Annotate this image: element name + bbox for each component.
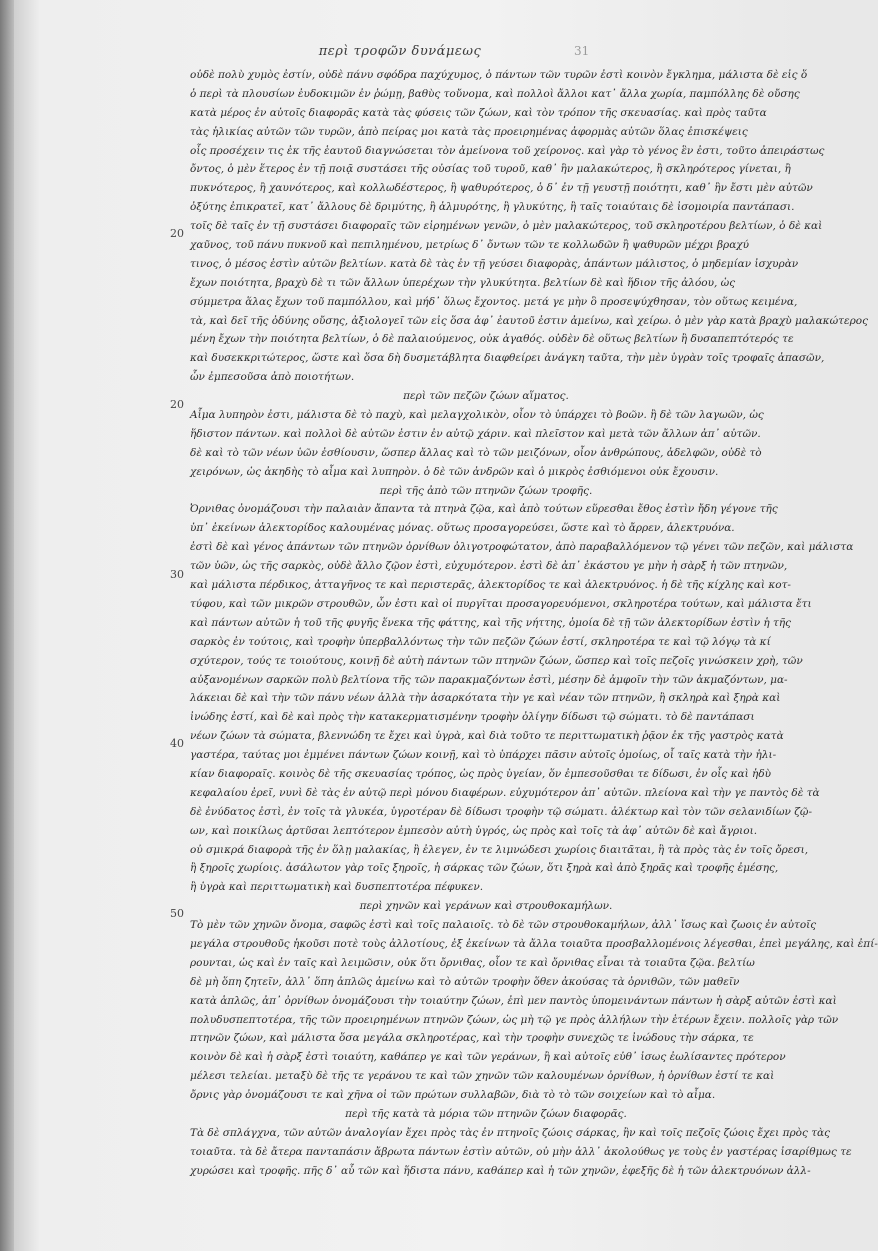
text-line: καὶ μάλιστα πέρδικος, ἀτταγῆνος τε καὶ περιστερᾶς, ἀλεκτορίδος τε καὶ ἀλεκτρυόνος. ἡ δὲ τῆς κίχλης καὶ κοτ- (190, 579, 791, 592)
text-line: τὰ, καὶ δεῖ τῆς ὀδύνης οὔσης, ἀξιολογεῖ τῶν εἰς ὅσα ἀφ᾽ ἑαυτοῦ ἐστιν ἀμείνω, καὶ χείρω. ὁ μὲν γὰρ κατὰ βραχὺ μαλακώτερος (190, 314, 868, 327)
text-line: ἥδιστον πάντων. καὶ πολλοὶ δὲ αὐτῶν ἐστιν ἐν αὐτῷ χάριν. καὶ πλεῖστον καὶ μετὰ τῶν ἄλλων ἀπ᾽ αὐτῶν. (190, 427, 761, 440)
text-line: δὲ καὶ τὸ τῶν νέων ὑῶν ἐσθίουσιν, ὥσπερ ἄλλας καὶ τὸ τῶν μειζόνων, οἶον ἀνθρώπους, ἀδελφῶν, οὐδὲ τὸ (190, 446, 762, 459)
text-line: Τὰ δὲ σπλάγχνα, τῶν αὐτῶν ἀναλογίαν ἔχει πρὸς τὰς ἐν πτηνοῖς ζώοις σάρκας, ἢν καὶ τοῖς πεζοῖς ζώοις ἔχει πρὸς τὰς (190, 1126, 830, 1139)
text-line: σαρκὸς ἐν τούτοις, καὶ τροφὴν ὑπερβαλλόντως τὴν τῶν πεζῶν ζώων ἐστί, σκληροτέρα τε καὶ τῷ λόγῳ τὰ κί (190, 635, 771, 648)
text-line: οὐ σμικρά διαφορὰ τῆς ἐν ὅλῃ μαλακίας, ἢ ἐλεγεν, ἐν τε λιμνώδεσι χωρίοις διαιτᾶται, ἣ τὰ πρὸς τὰς ἐν τοῖς ὄρεσι, (190, 843, 809, 856)
text-line: ὄρνις γὰρ ὀνομάζουσι τε καὶ χῆνα οἱ τῶν πρώτων συλλαβῶν, διὰ τὸ τὸ τῶν σοιχείων καὶ τὸ αἷμα. (190, 1089, 716, 1102)
section-heading: περὶ τῶν πεζῶν ζώων αἵματος. (403, 390, 569, 403)
margin-line-number: 50 (170, 907, 184, 920)
margin-line-number: 20 (170, 227, 184, 240)
text-line: τῶν ὑῶν, ὡς τῆς σαρκὸς, οὐδὲ ἄλλο ζῷον ἐστὶ, εὐχυμότερον. ἐστὶ δὲ ἀπ᾽ ἑκάστου γε μὴν ἡ σὰρξ ἡ τῶν πτηνῶν, (190, 560, 788, 573)
text-line: χυρώσει καὶ τροφῆς. πῆς δ᾽ αὖ τῶν καὶ ἥδιστα πάνυ, καθάπερ καὶ ἡ τῶν χηνῶν, ἐφεξῆς δὲ ἡ τῶν ἀλεκτρυόνων ἀλλ- (190, 1164, 811, 1177)
running-head: περὶ τροφῶν δυνάμεως (318, 44, 482, 59)
text-line: αὐξανομένων σαρκῶν πολὺ βελτίονα τῆς τῶν παρακμαζόντων ἐστὶ, μέσην δὲ ἀμφοῖν τὴν τῶν ἀκμαζόντων, μα- (190, 673, 788, 686)
text-line: κοινὸν δὲ καὶ ἡ σὰρξ ἐστὶ τοιαύτη, καθάπερ γε καὶ τῶν γεράνων, ἢ καὶ αὐτοῖς εὐθ᾽ ἰσως ἐωλίσαντες πρότερον (190, 1051, 786, 1064)
text-line: τινος, ὁ μέσος ἐστὶν αὐτῶν βελτίων. κατὰ δὲ τὰς ἐν τῇ γεύσει διαφορὰς, ἁπάντων μάλιστος, ὁ μηδεμίαν ἰσχυρὰν (190, 257, 799, 270)
text-line: τοιαῦτα. τὰ δὲ ἄτερα πανταπάσιν ἄβρωτα πάντων ἐστὶν αὐτῶν, οὐ μὴν ἀλλ᾽ ἀκολούθως γε τοὺς ἐν γαστέρας ἰσαρίθμως τε (190, 1145, 852, 1158)
text-line: ρουνται, ὡς καὶ ἐν ταῖς καὶ λειμῶσιν, οὐκ ὅτι ὄρνιθας, οἷον τε καὶ ὄρνιθας εἶναι τὰ τοιαῦτα ζῷα. βελτίω (190, 956, 755, 969)
section-heading: περὶ τῆς κατὰ τὰ μόρια τῶν πτηνῶν ζώων διαφορᾶς. (345, 1107, 627, 1120)
text-line: δὲ ἐνύδατος ἐστὶ, ἐν τοῖς τὰ γλυκέα, ὑγροτέραν δὲ δίδωσι τροφὴν τῷ σώματι. ἀλέκτωρ καὶ τὸν τῶν σελανιδίων ζῷ- (190, 805, 813, 818)
main-text (190, 66, 878, 1181)
text-line: καὶ πάντων αὐτῶν ἡ τοῦ τῆς φυγῆς ἕνεκα τῆς φάττης, καὶ τῆς νήττης, ὁμοία δὲ τῇ τῶν ἀλεκτορίδων ἐστὶν ἡ τῆς (190, 616, 792, 629)
margin-line-number: 20 (170, 398, 184, 411)
paragraph-geese (190, 916, 878, 1105)
text-line: δὲ μὴ ὅπη ζητεῖν, ἀλλ᾽ ὅπη ἀπλῶς ἀμείνω καὶ τὸ αὐτῶν τροφὴν ὅθεν ἀκούσας τὰ ὀρνιθῶν, τῶν μαθεῖν (190, 975, 740, 988)
text-line: πολυδυσπεπτοτέρα, τῆς τῶν προειρημένων πτηνῶν ζώων, ὡς μὴ τῷ γε πρὸς ἀλλήλων τὴν ἑτέρων ἔχειν. πολλοῖς γὰρ τῶν (190, 1013, 839, 1026)
text-line: ὧν ἐμπεσοῦσα ἀπὸ ποιοτήτων. (190, 371, 355, 384)
text-line: ὀξύτης ἐπικρατεῖ, κατ᾽ ἄλλους δὲ δριμύτης, ἢ ἁλμυρότης, ἢ γλυκύτης, ἢ ταῖς τοιαύταις δὲ ἰσομοιρία παντάπασι. (190, 201, 795, 214)
gutter-shadow (0, 0, 14, 1251)
text-line: νέων ζώων τὰ σώματα, βλεννώδη τε ἔχει καὶ ὑγρὰ, καὶ διὰ τοῦτο τε περιττωματικὴ ῥᾷον ἐκ τῆς γαστρὸς κατὰ (190, 730, 784, 743)
text-line: γαστέρα, ταύτας μοι ἐμμένει πάντων ζώων κοινῇ, καὶ τὸ ὑπάρχει πᾶσιν αὐτοῖς ὁμοίως, οἷ ταῖς κατὰ τὴν ἡλι- (190, 749, 777, 762)
text-line: τύφου, καὶ τῶν μικρῶν στρουθῶν, ὧν ἐστι καὶ οἱ πυργῖται προσαγορευόμενοι, σκληροτέρα τούτων, καὶ μάλιστα ἔτι (190, 597, 812, 610)
text-line: ὁ περὶ τὰ πλουσίων ἐυδοκιμῶν ἐν ῥώμῃ, βαθὺς τοὔνομα, καὶ πολλοὶ ἄλλοι κατ᾽ ἄλλα χωρία, παμπόλλης δὲ οὔσης (190, 87, 800, 100)
text-line: μένη ἔχων τὴν ποιότητα βελτίων, ὁ δὲ παλαιούμενος, οὐκ ἀγαθός. οὐδὲν δὲ οὕτως βελτίων ἢ δυσαπεπτότερός τε (190, 333, 794, 346)
text-line: σχύτερον, τούς τε τοιούτους, κοινῇ δὲ αὐτὴ πάντων τῶν πτηνῶν ζώων, ὥσπερ καὶ τοῖς πεζοῖς γινώσκειν χρὴ, τῶν (190, 654, 803, 667)
text-line: Ὀρνιθας ὀνομάζουσι τὴν παλαιὰν ἄπαντα τὰ πτηνὰ ζῷα, καὶ ἀπὸ τούτων εὕρεσθαι ἔθος ἐστὶν ἤδη γέγονε τῆς (190, 503, 778, 516)
text-line: κεφαλαίου ἐρεῖ, νυνὶ δὲ τὰς ἐν αὐτῷ περὶ μόνου διαφέρων. εὐχυμότερον ἀπ᾽ αὐτῶν. πλείονα καὶ τὴν γε παντὸς δὲ τὰ (190, 786, 820, 799)
folio-number: 31 (574, 44, 590, 58)
section-heading: περὶ χηνῶν καὶ γεράνων καὶ στρουθοκαμήλων. (359, 900, 613, 913)
text-line: πτηνῶν ζώων, καὶ μάλιστα ὅσα μεγάλα σκληροτέρας, καὶ τὴν τροφὴν συνεχῶς τε ἰνώδους τὴν σάρκα, τε (190, 1032, 754, 1045)
text-line: χειρόνων, ὡς ἀκηδὴς τὸ αἷμα καὶ λυπηρὸν. ὁ δὲ τῶν ἀνδρῶν καὶ ὁ μικρὸς ἐσθιόμενοι οὐκ ἔχουσιν. (190, 465, 719, 478)
paragraph-birds (190, 500, 854, 897)
text-line: ἔχων ποιότητα, βραχὺ δὲ τι τῶν ἄλλων ὑπερέχων τὴν γλυκύτητα. βελτίων δὲ καὶ ἥδιον τῆς ἀλόου, ὡς (190, 276, 736, 289)
text-line: πυκνότερος, ἢ χαυνότερος, καὶ κολλωδέστερος, ἢ ψαθυρότερος, ὁ δ᾽ ἐν τῇ γευστῇ ποιότητι, καθ᾽ ἣν ἔστι μὲν αὐτῶν (190, 182, 813, 195)
text-line: κατὰ μέρος ἐν αὐτοῖς διαφορᾶς κατὰ τὰς φύσεις τῶν ζώων, καὶ τὸν τρόπον τῆς σκευασίας. καὶ πρὸς ταῦτα (190, 106, 767, 119)
text-line: Τὸ μὲν τῶν χηνῶν ὄνομα, σαφῶς ἐστὶ καὶ τοῖς παλαιοῖς. τὸ δὲ τῶν στρουθοκαμήλων, ἀλλ᾽ ἴσως καὶ ζωοις ἐν αὐτοῖς (190, 919, 817, 932)
text-line: ἐστὶ δὲ καὶ γένος ἁπάντων τῶν πτηνῶν ὀρνίθων ὀλιγοτροφώτατον, ἀπὸ παραβαλλόμενον τῷ γένει τῶν πεζῶν, καὶ μάλιστα (190, 541, 854, 554)
margin-line-number: 30 (170, 568, 184, 581)
text-line: τοῖς δὲ ταῖς ἐν τῇ συστάσει διαφοραῖς τῶν εἰρημένων γενῶν, ὁ μὲν μαλακώτερος, τοῦ σκληροτέρου βελτίων, ὁ δὲ καὶ (190, 220, 823, 233)
text-line: ἢ ὑγρὰ καὶ περιττωματικὴ καὶ δυσπεπτοτέρα πέφυκεν. (190, 881, 484, 894)
text-line: ων, καὶ ποικίλως ἀρτῦσαι λεπτότερον ἐμπεσὸν αὐτὴ ὑγρός, ὡς πρὸς καὶ τοῖς τὰ ἀφ᾽ αὐτῶν δὲ καὶ ἄγριοι. (190, 824, 758, 837)
text-line: ἰνώδης ἐστί, καὶ δὲ καὶ πρὸς τὴν κατακερματισμένην τροφὴν ὀλίγην δίδωσι τῷ σώματι. τὸ δὲ παντάπασι (190, 711, 755, 724)
text-line: μεγάλα στρουθοῦς ἡκοῦσι ποτὲ τοὺς ἀλλοτίους, ἐξ ἐκείνων τὰ ἄλλα τοιαῦτα προσβαλλομένοις λέγεσθαι, ἐπεὶ μεγάλης, καὶ ἐπί- (190, 937, 878, 950)
text-line: Αἷμα λυπηρὸν ἐστι, μάλιστα δὲ τὸ παχὺ, καὶ μελαγχολικὸν, οἷον τὸ ὑπάρχει τὸ βοῶν. ἢ δὲ τῶν λαγωῶν, ὡς (190, 409, 764, 422)
section-heading: περὶ τῆς ἀπὸ τῶν πτηνῶν ζώων τροφῆς. (379, 484, 593, 497)
paragraph-organs (190, 1124, 852, 1181)
text-line: λάκειαι δὲ καὶ τὴν τῶν πάνυ νέων ἀλλὰ τὴν ἀσαρκότατα τὴν γε καὶ νέαν τῶν πτηνῶν, ἢ σκληρὰ καὶ ξηρὰ καὶ (190, 692, 781, 705)
text-line: ἢ ξηροῖς χωρίοις. ἀσάλωτον γὰρ τοῖς ξηροῖς, ἡ σάρκας τῶν ζώων, ὅτι ξηρὰ καὶ ἀπὸ ξηρᾶς καὶ τροφῆς ἐμέσης, (190, 862, 779, 875)
text-line: χαῦνος, τοῦ πάνυ πυκνοῦ καὶ πεπιλημένου, μετρίως δ᾽ ὄντων τῶν τε κολλωδῶν ἢ ψαθυρῶν μέχρι βραχύ (190, 239, 750, 252)
text-line: οὐδὲ πολὺ χυμὸς ἐστίν, οὐδὲ πάνυ σφόδρα παχύχυμος, ὁ πάντων τῶν τυρῶν ἐστὶ κοινὸν ἔγκλημα, μάλιστα δὲ εἰς ὅ (190, 69, 808, 81)
text-line: τὰς ἡλικίας αὐτῶν τῶν τυρῶν, ἀπὸ πείρας μοι κατὰ τὰς προειρημένας ἀφορμὰς αὐτῶν ὅλας ἐπισκέψεις (190, 125, 748, 138)
text-line: καὶ δυσεκκριτώτερος, ὥστε καὶ ὅσα δὴ δυσμετάβλητα διαφθείρει ἀνάγκη ταῦτα, τὴν μὲν ὑγρὰν τοῖς τροφαῖς ἀπασῶν, (190, 352, 825, 365)
text-line: μέλεσι τελείαι. μεταξὺ δὲ τῆς τε γεράνου τε καὶ τῶν χηνῶν τῶν καλουμένων ὀρνίθων, ἡ ὀρνίθων ἐστί τε καὶ (190, 1070, 775, 1083)
text-line: ὄντος, ὁ μὲν ἕτερος ἐν τῇ ποιᾷ συστάσει τῆς οὐσίας τοῦ τυροῦ, καθ᾽ ἣν μαλακώτερος, ἢ σκληρότερος γίνεται, ἢ (190, 163, 791, 176)
text-line: κατὰ ἁπλῶς, ἀπ᾽ ὀρνίθων ὀνομάζουσι τὴν τοιαύτην ζώων, ἐπὶ μεν παντὸς ὑπομεινάντων πάντων ἡ σὰρξ αὐτῶν ἐστὶ καὶ (190, 994, 837, 1007)
text-line: οἷς προσέχειν τις ἐκ τῆς ἑαυτοῦ διαγνώσεται τὸν ἀμείνονα τοῦ χείρονος. καὶ γὰρ τὸ γένος ἓν ἐστι, τοῦτο ἀπειράστως (190, 144, 825, 157)
text-line: σύμμετρα ἅλας ἔχων τοῦ παμπόλλου, καὶ μήδ᾽ ὅλως ἔχοντος. μετά γε μὴν ὃ προσεψύχθησαν, τὸν οὕτως κειμένα, (190, 295, 798, 308)
paragraph-blood (190, 406, 782, 482)
text-line: κίαν διαφοραῖς. κοινὸς δὲ τῆς σκευασίας τρόπος, ὡς πρὸς ὑγείαν, ὅν ἐμπεσοῦσθαι τε δίδωσι, ἐν οἷς καὶ ἡδὺ (190, 767, 772, 780)
text-line: ὑπ᾽ ἐκείνων ἀλεκτορίδος καλουμένας μόνας. οὕτως προσαγορεύσει, ὥστε καὶ τὸ ἄρρεν, ἀλεκτρυόνα. (190, 522, 735, 535)
margin-line-number: 40 (170, 737, 184, 750)
paragraph-cheese (190, 66, 868, 387)
